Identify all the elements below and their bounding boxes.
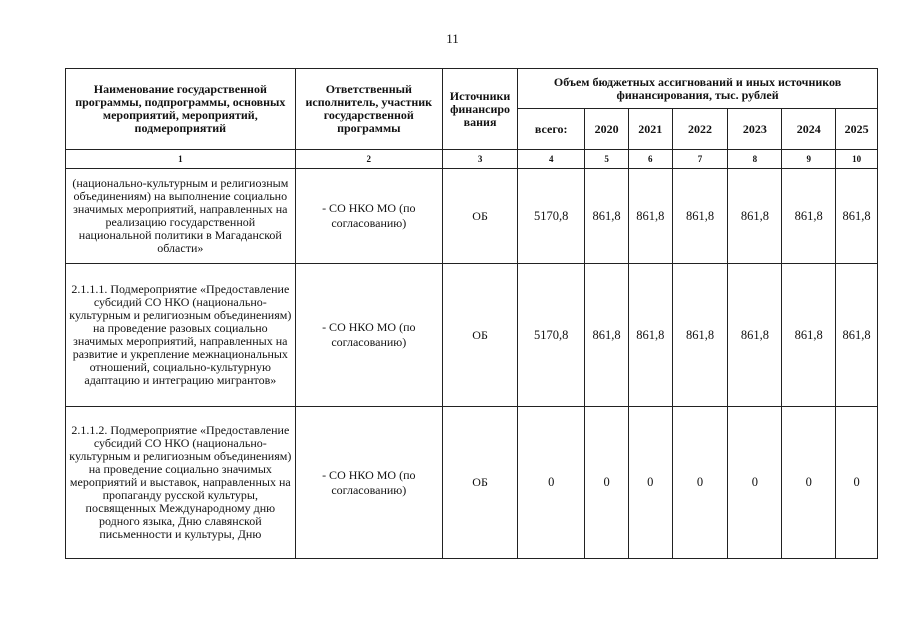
header-volume: Объем бюджетных ассигнований и иных источников финансирования, тыс. рублей bbox=[518, 69, 878, 109]
row-value: 861,8 bbox=[672, 264, 728, 407]
row-executor: - СО НКО МО (по согласованию) bbox=[295, 169, 442, 264]
row-total: 0 bbox=[518, 407, 585, 559]
column-number: 9 bbox=[782, 150, 836, 169]
row-value: 861,8 bbox=[628, 264, 672, 407]
page-number: 11 bbox=[446, 31, 459, 46]
header-year: 2020 bbox=[585, 109, 629, 150]
row-total: 5170,8 bbox=[518, 169, 585, 264]
table-row bbox=[66, 407, 878, 559]
row-value: 861,8 bbox=[836, 264, 878, 407]
table-row bbox=[66, 169, 878, 264]
row-total: 5170,8 bbox=[518, 264, 585, 407]
row-value: 861,8 bbox=[672, 169, 728, 264]
row-value: 861,8 bbox=[628, 169, 672, 264]
column-number: 7 bbox=[672, 150, 728, 169]
column-number: 2 bbox=[295, 150, 442, 169]
row-executor: - СО НКО МО (по согласованию) bbox=[295, 407, 442, 559]
row-value: 861,8 bbox=[728, 169, 782, 264]
header-year: 2021 bbox=[628, 109, 672, 150]
row-name: 2.1.1.2. Подмероприятие «Предоставление субсидий СО НКО (национально-культурным и религиозным объединениям) на проведение социально значимых мероприятий и выставок, направленных на пропаганду русской культуры, посвященных Международному дню родного языка, Дню славянской письменности и культуры, Дню bbox=[66, 407, 296, 559]
row-value: 0 bbox=[782, 407, 836, 559]
row-source: ОБ bbox=[442, 407, 517, 559]
budget-table bbox=[65, 68, 878, 559]
table-row bbox=[66, 264, 878, 407]
row-value: 861,8 bbox=[585, 169, 629, 264]
column-number: 5 bbox=[585, 150, 629, 169]
row-source: ОБ bbox=[442, 169, 517, 264]
header-year: 2023 bbox=[728, 109, 782, 150]
row-name: 2.1.1.1. Подмероприятие «Предоставление субсидий СО НКО (национально-культурным и религиозным объединениям) на проведение разовых социально значимых мероприятий, направленных на развитие и укрепление межнациональных отношений, социально-культурную адаптацию и интеграцию мигрантов» bbox=[66, 264, 296, 407]
row-executor: - СО НКО МО (по согласованию) bbox=[295, 264, 442, 407]
row-value: 861,8 bbox=[836, 169, 878, 264]
header-source: Источники финансиро вания bbox=[442, 69, 517, 150]
row-value: 861,8 bbox=[782, 169, 836, 264]
column-number: 3 bbox=[442, 150, 517, 169]
row-value: 861,8 bbox=[728, 264, 782, 407]
row-name: (национально-культурным и религиозным объединениям) на выполнение социально значимых мероприятий, направленных на реализацию государственной национальной политики в Магаданской области» bbox=[66, 169, 296, 264]
column-number: 8 bbox=[728, 150, 782, 169]
row-value: 861,8 bbox=[782, 264, 836, 407]
row-value: 0 bbox=[628, 407, 672, 559]
header-executor: Ответственный исполнитель, участник государственной программы bbox=[295, 69, 442, 150]
header-year: 2025 bbox=[836, 109, 878, 150]
column-number: 6 bbox=[628, 150, 672, 169]
row-value: 0 bbox=[728, 407, 782, 559]
row-value: 0 bbox=[585, 407, 629, 559]
header-year: 2022 bbox=[672, 109, 728, 150]
header-total: всего: bbox=[518, 109, 585, 150]
header-name: Наименование государственной программы, подпрограммы, основных мероприятий, мероприятий, подмероприятий bbox=[66, 69, 296, 150]
column-number: 1 bbox=[66, 150, 296, 169]
column-number: 4 bbox=[518, 150, 585, 169]
header-year: 2024 bbox=[782, 109, 836, 150]
row-value: 0 bbox=[672, 407, 728, 559]
row-source: ОБ bbox=[442, 264, 517, 407]
column-number: 10 bbox=[836, 150, 878, 169]
row-value: 861,8 bbox=[585, 264, 629, 407]
row-value: 0 bbox=[836, 407, 878, 559]
